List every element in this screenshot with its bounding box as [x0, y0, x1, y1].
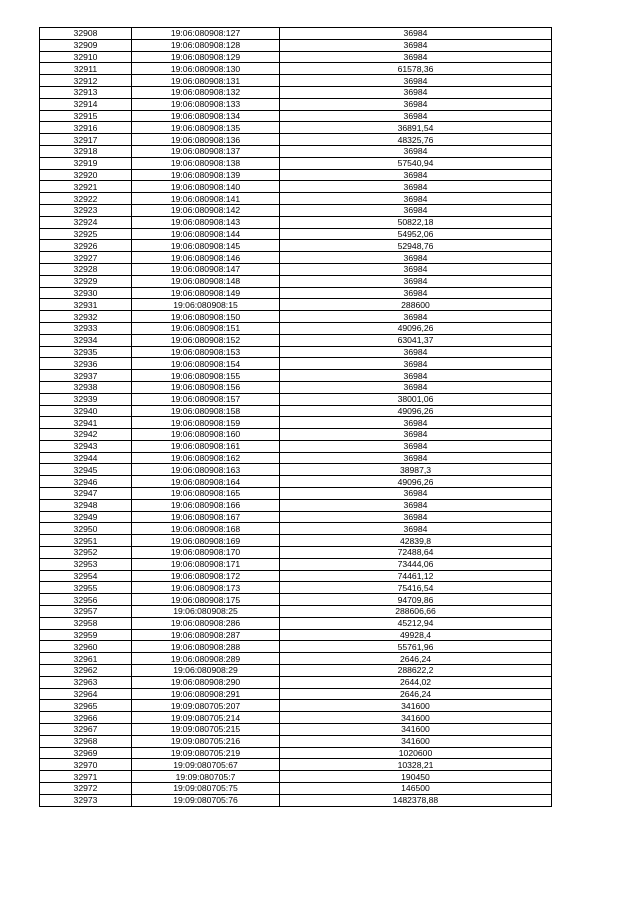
- value-cell: 42839,8: [280, 535, 552, 547]
- cadastral-number-cell: 19:09:080705:7: [132, 771, 280, 783]
- cadastral-number-cell: 19:06:080908:157: [132, 393, 280, 405]
- cadastral-number-cell: 19:06:080908:169: [132, 535, 280, 547]
- value-cell: 75416,54: [280, 582, 552, 594]
- cadastral-number-cell: 19:06:080908:142: [132, 204, 280, 216]
- value-cell: 36984: [280, 181, 552, 193]
- cadastral-number-cell: 19:06:080908:131: [132, 75, 280, 87]
- table-row: [40, 771, 552, 783]
- cadastral-number-cell: 19:06:080908:140: [132, 181, 280, 193]
- value-cell: 36984: [280, 263, 552, 275]
- table-row: [40, 688, 552, 700]
- cadastral-number-cell: 19:06:080908:288: [132, 641, 280, 653]
- table-row: [40, 263, 552, 275]
- cadastral-number-cell: 19:06:080908:153: [132, 346, 280, 358]
- cadastral-number-cell: 19:06:080908:136: [132, 134, 280, 146]
- value-cell: 55761,96: [280, 641, 552, 653]
- cadastral-number-cell: 19:09:080705:67: [132, 759, 280, 771]
- table-row: [40, 499, 552, 511]
- value-cell: 190450: [280, 771, 552, 783]
- cadastral-number-cell: 19:06:080908:159: [132, 417, 280, 429]
- table-row: [40, 228, 552, 240]
- value-cell: 73444,06: [280, 558, 552, 570]
- cadastral-number-cell: 19:06:080908:135: [132, 122, 280, 134]
- cadastral-number-cell: 19:09:080705:214: [132, 712, 280, 724]
- row-number-cell: 32912: [40, 75, 132, 87]
- row-number-cell: 32916: [40, 122, 132, 134]
- table-row: [40, 429, 552, 441]
- cadastral-number-cell: 19:06:080908:146: [132, 252, 280, 264]
- table-row: [40, 488, 552, 500]
- row-number-cell: 32921: [40, 181, 132, 193]
- row-number-cell: 32942: [40, 429, 132, 441]
- table-row: [40, 122, 552, 134]
- cadastral-number-cell: 19:06:080908:127: [132, 28, 280, 40]
- value-cell: 48325,76: [280, 134, 552, 146]
- table-row: [40, 558, 552, 570]
- value-cell: 36984: [280, 51, 552, 63]
- table-row: [40, 700, 552, 712]
- row-number-cell: 32925: [40, 228, 132, 240]
- value-cell: 288622,2: [280, 665, 552, 677]
- row-number-cell: 32933: [40, 322, 132, 334]
- table-row: [40, 417, 552, 429]
- row-number-cell: 32940: [40, 405, 132, 417]
- row-number-cell: 32944: [40, 452, 132, 464]
- value-cell: 36984: [280, 346, 552, 358]
- value-cell: 36984: [280, 417, 552, 429]
- value-cell: 63041,37: [280, 334, 552, 346]
- cadastral-number-cell: 19:06:080908:129: [132, 51, 280, 63]
- value-cell: 36984: [280, 98, 552, 110]
- row-number-cell: 32972: [40, 783, 132, 795]
- row-number-cell: 32917: [40, 134, 132, 146]
- row-number-cell: 32945: [40, 464, 132, 476]
- value-cell: 36984: [280, 381, 552, 393]
- cadastral-number-cell: 19:06:080908:128: [132, 39, 280, 51]
- cadastral-number-cell: 19:06:080908:145: [132, 240, 280, 252]
- value-cell: 72488,64: [280, 547, 552, 559]
- table-row: [40, 464, 552, 476]
- table-row: [40, 145, 552, 157]
- table-row: [40, 712, 552, 724]
- value-cell: 36984: [280, 370, 552, 382]
- row-number-cell: 32939: [40, 393, 132, 405]
- cadastral-number-cell: 19:06:080908:25: [132, 606, 280, 618]
- cadastral-number-cell: 19:06:080908:163: [132, 464, 280, 476]
- table-row: [40, 370, 552, 382]
- cadastral-number-cell: 19:06:080908:143: [132, 216, 280, 228]
- value-cell: 74461,12: [280, 570, 552, 582]
- table-row: [40, 334, 552, 346]
- table-row: [40, 216, 552, 228]
- table-row: [40, 747, 552, 759]
- table-row: [40, 110, 552, 122]
- cadastral-number-cell: 19:09:080705:75: [132, 783, 280, 795]
- row-number-cell: 32962: [40, 665, 132, 677]
- table-row: [40, 759, 552, 771]
- cadastral-number-cell: 19:06:080908:173: [132, 582, 280, 594]
- cadastral-number-cell: 19:09:080705:207: [132, 700, 280, 712]
- table-row: [40, 653, 552, 665]
- row-number-cell: 32965: [40, 700, 132, 712]
- cadastral-number-cell: 19:06:080908:156: [132, 381, 280, 393]
- row-number-cell: 32948: [40, 499, 132, 511]
- value-cell: 36984: [280, 311, 552, 323]
- value-cell: 36984: [280, 511, 552, 523]
- table-row: [40, 783, 552, 795]
- value-cell: 45212,94: [280, 617, 552, 629]
- table-row: [40, 641, 552, 653]
- value-cell: 1020600: [280, 747, 552, 759]
- row-number-cell: 32952: [40, 547, 132, 559]
- value-cell: 49096,26: [280, 405, 552, 417]
- row-number-cell: 32908: [40, 28, 132, 40]
- value-cell: 2646,24: [280, 688, 552, 700]
- value-cell: 36984: [280, 28, 552, 40]
- row-number-cell: 32928: [40, 263, 132, 275]
- cadastral-number-cell: 19:09:080705:216: [132, 735, 280, 747]
- value-cell: 36984: [280, 287, 552, 299]
- cadastral-number-cell: 19:06:080908:150: [132, 311, 280, 323]
- row-number-cell: 32971: [40, 771, 132, 783]
- value-cell: 38987,3: [280, 464, 552, 476]
- value-cell: 36984: [280, 86, 552, 98]
- value-cell: 36984: [280, 499, 552, 511]
- table-row: [40, 75, 552, 87]
- cadastral-number-cell: 19:06:080908:149: [132, 287, 280, 299]
- cadastral-number-cell: 19:06:080908:172: [132, 570, 280, 582]
- value-cell: 50822,18: [280, 216, 552, 228]
- table-row: [40, 629, 552, 641]
- cadastral-number-cell: 19:06:080908:170: [132, 547, 280, 559]
- cadastral-number-cell: 19:06:080908:152: [132, 334, 280, 346]
- value-cell: 288606,66: [280, 606, 552, 618]
- row-number-cell: 32937: [40, 370, 132, 382]
- cadastral-number-cell: 19:06:080908:164: [132, 476, 280, 488]
- row-number-cell: 32951: [40, 535, 132, 547]
- cadastral-number-cell: 19:06:080908:137: [132, 145, 280, 157]
- row-number-cell: 32932: [40, 311, 132, 323]
- cadastral-number-cell: 19:09:080705:219: [132, 747, 280, 759]
- value-cell: 57540,94: [280, 157, 552, 169]
- cadastral-number-cell: 19:06:080908:15: [132, 299, 280, 311]
- table-row: [40, 287, 552, 299]
- row-number-cell: 32934: [40, 334, 132, 346]
- row-number-cell: 32956: [40, 594, 132, 606]
- cadastral-number-cell: 19:06:080908:134: [132, 110, 280, 122]
- table-row: [40, 440, 552, 452]
- cadastral-number-cell: 19:06:080908:291: [132, 688, 280, 700]
- table-row: [40, 322, 552, 334]
- row-number-cell: 32918: [40, 145, 132, 157]
- cadastral-number-cell: 19:06:080908:139: [132, 169, 280, 181]
- cadastral-number-cell: 19:06:080908:289: [132, 653, 280, 665]
- cadastral-number-cell: 19:06:080908:130: [132, 63, 280, 75]
- table-row: [40, 240, 552, 252]
- row-number-cell: 32970: [40, 759, 132, 771]
- row-number-cell: 32958: [40, 617, 132, 629]
- cadastral-number-cell: 19:06:080908:138: [132, 157, 280, 169]
- value-cell: 36984: [280, 75, 552, 87]
- row-number-cell: 32950: [40, 523, 132, 535]
- cadastral-number-cell: 19:06:080908:167: [132, 511, 280, 523]
- value-cell: 36984: [280, 110, 552, 122]
- row-number-cell: 32943: [40, 440, 132, 452]
- cadastral-number-cell: 19:06:080908:166: [132, 499, 280, 511]
- table-body: [40, 28, 552, 807]
- cadastral-number-cell: 19:06:080908:154: [132, 358, 280, 370]
- table-row: [40, 169, 552, 181]
- cadastral-number-cell: 19:06:080908:290: [132, 676, 280, 688]
- table-row: [40, 28, 552, 40]
- row-number-cell: 32931: [40, 299, 132, 311]
- table-row: [40, 452, 552, 464]
- table-row: [40, 134, 552, 146]
- row-number-cell: 32924: [40, 216, 132, 228]
- value-cell: 146500: [280, 783, 552, 795]
- row-number-cell: 32922: [40, 193, 132, 205]
- row-number-cell: 32929: [40, 275, 132, 287]
- row-number-cell: 32969: [40, 747, 132, 759]
- row-number-cell: 32911: [40, 63, 132, 75]
- table-row: [40, 86, 552, 98]
- cadastral-number-cell: 19:06:080908:165: [132, 488, 280, 500]
- table-row: [40, 476, 552, 488]
- row-number-cell: 32946: [40, 476, 132, 488]
- value-cell: 38001,06: [280, 393, 552, 405]
- row-number-cell: 32968: [40, 735, 132, 747]
- row-number-cell: 32954: [40, 570, 132, 582]
- row-number-cell: 32961: [40, 653, 132, 665]
- table-row: [40, 594, 552, 606]
- table-row: [40, 393, 552, 405]
- table-row: [40, 193, 552, 205]
- table-row: [40, 676, 552, 688]
- value-cell: 288600: [280, 299, 552, 311]
- row-number-cell: 32938: [40, 381, 132, 393]
- cadastral-number-cell: 19:09:080705:215: [132, 724, 280, 736]
- value-cell: 341600: [280, 735, 552, 747]
- cadastral-number-cell: 19:06:080908:148: [132, 275, 280, 287]
- cadastral-number-cell: 19:06:080908:147: [132, 263, 280, 275]
- value-cell: 36984: [280, 39, 552, 51]
- value-cell: 36984: [280, 358, 552, 370]
- cadastral-number-cell: 19:06:080908:162: [132, 452, 280, 464]
- table-row: [40, 511, 552, 523]
- table-row: [40, 606, 552, 618]
- cadastral-number-cell: 19:09:080705:76: [132, 794, 280, 806]
- cadastral-number-cell: 19:06:080908:155: [132, 370, 280, 382]
- value-cell: 2646,24: [280, 653, 552, 665]
- row-number-cell: 32930: [40, 287, 132, 299]
- row-number-cell: 32953: [40, 558, 132, 570]
- table-row: [40, 724, 552, 736]
- row-number-cell: 32909: [40, 39, 132, 51]
- cadastral-number-cell: 19:06:080908:133: [132, 98, 280, 110]
- cadastral-number-cell: 19:06:080908:286: [132, 617, 280, 629]
- value-cell: 36984: [280, 145, 552, 157]
- cadastral-number-cell: 19:06:080908:144: [132, 228, 280, 240]
- table-row: [40, 735, 552, 747]
- value-cell: 36984: [280, 169, 552, 181]
- row-number-cell: 32926: [40, 240, 132, 252]
- table-row: [40, 523, 552, 535]
- table-row: [40, 665, 552, 677]
- row-number-cell: 32910: [40, 51, 132, 63]
- row-number-cell: 32973: [40, 794, 132, 806]
- table-row: [40, 358, 552, 370]
- value-cell: 94709,86: [280, 594, 552, 606]
- row-number-cell: 32959: [40, 629, 132, 641]
- value-cell: 49928,4: [280, 629, 552, 641]
- row-number-cell: 32964: [40, 688, 132, 700]
- row-number-cell: 32927: [40, 252, 132, 264]
- table-row: [40, 570, 552, 582]
- cadastral-number-cell: 19:06:080908:151: [132, 322, 280, 334]
- cadastral-number-cell: 19:06:080908:168: [132, 523, 280, 535]
- table-row: [40, 252, 552, 264]
- row-number-cell: 32914: [40, 98, 132, 110]
- cadastral-number-cell: 19:06:080908:132: [132, 86, 280, 98]
- row-number-cell: 32915: [40, 110, 132, 122]
- cadastral-number-cell: 19:06:080908:158: [132, 405, 280, 417]
- row-number-cell: 32957: [40, 606, 132, 618]
- value-cell: 36984: [280, 275, 552, 287]
- table-row: [40, 535, 552, 547]
- row-number-cell: 32936: [40, 358, 132, 370]
- row-number-cell: 32935: [40, 346, 132, 358]
- value-cell: 36984: [280, 252, 552, 264]
- row-number-cell: 32966: [40, 712, 132, 724]
- value-cell: 54952,06: [280, 228, 552, 240]
- row-number-cell: 32967: [40, 724, 132, 736]
- cadastral-number-cell: 19:06:080908:287: [132, 629, 280, 641]
- value-cell: 52948,76: [280, 240, 552, 252]
- table-row: [40, 299, 552, 311]
- row-number-cell: 32963: [40, 676, 132, 688]
- value-cell: 49096,26: [280, 476, 552, 488]
- table-row: [40, 794, 552, 806]
- value-cell: 61578,36: [280, 63, 552, 75]
- table-row: [40, 381, 552, 393]
- value-cell: 10328,21: [280, 759, 552, 771]
- value-cell: 36984: [280, 440, 552, 452]
- cadastral-number-cell: 19:06:080908:29: [132, 665, 280, 677]
- table-row: [40, 582, 552, 594]
- table-row: [40, 617, 552, 629]
- value-cell: 36984: [280, 429, 552, 441]
- table-row: [40, 547, 552, 559]
- row-number-cell: 32947: [40, 488, 132, 500]
- data-table: [39, 27, 552, 807]
- value-cell: 36984: [280, 523, 552, 535]
- row-number-cell: 32941: [40, 417, 132, 429]
- table-row: [40, 204, 552, 216]
- row-number-cell: 32955: [40, 582, 132, 594]
- value-cell: 36984: [280, 204, 552, 216]
- value-cell: 2644,02: [280, 676, 552, 688]
- value-cell: 1482378,88: [280, 794, 552, 806]
- table-row: [40, 157, 552, 169]
- table-row: [40, 51, 552, 63]
- table-row: [40, 39, 552, 51]
- value-cell: 341600: [280, 724, 552, 736]
- cadastral-number-cell: 19:06:080908:175: [132, 594, 280, 606]
- row-number-cell: 32919: [40, 157, 132, 169]
- value-cell: 36984: [280, 452, 552, 464]
- cadastral-number-cell: 19:06:080908:171: [132, 558, 280, 570]
- cadastral-number-cell: 19:06:080908:160: [132, 429, 280, 441]
- value-cell: 341600: [280, 700, 552, 712]
- cadastral-number-cell: 19:06:080908:141: [132, 193, 280, 205]
- table-row: [40, 63, 552, 75]
- table-row: [40, 405, 552, 417]
- table-row: [40, 181, 552, 193]
- value-cell: 36891,54: [280, 122, 552, 134]
- table-row: [40, 98, 552, 110]
- row-number-cell: 32949: [40, 511, 132, 523]
- row-number-cell: 32923: [40, 204, 132, 216]
- table-row: [40, 346, 552, 358]
- value-cell: 341600: [280, 712, 552, 724]
- value-cell: 36984: [280, 193, 552, 205]
- value-cell: 49096,26: [280, 322, 552, 334]
- cadastral-number-cell: 19:06:080908:161: [132, 440, 280, 452]
- value-cell: 36984: [280, 488, 552, 500]
- table-row: [40, 311, 552, 323]
- table-row: [40, 275, 552, 287]
- row-number-cell: 32920: [40, 169, 132, 181]
- row-number-cell: 32960: [40, 641, 132, 653]
- row-number-cell: 32913: [40, 86, 132, 98]
